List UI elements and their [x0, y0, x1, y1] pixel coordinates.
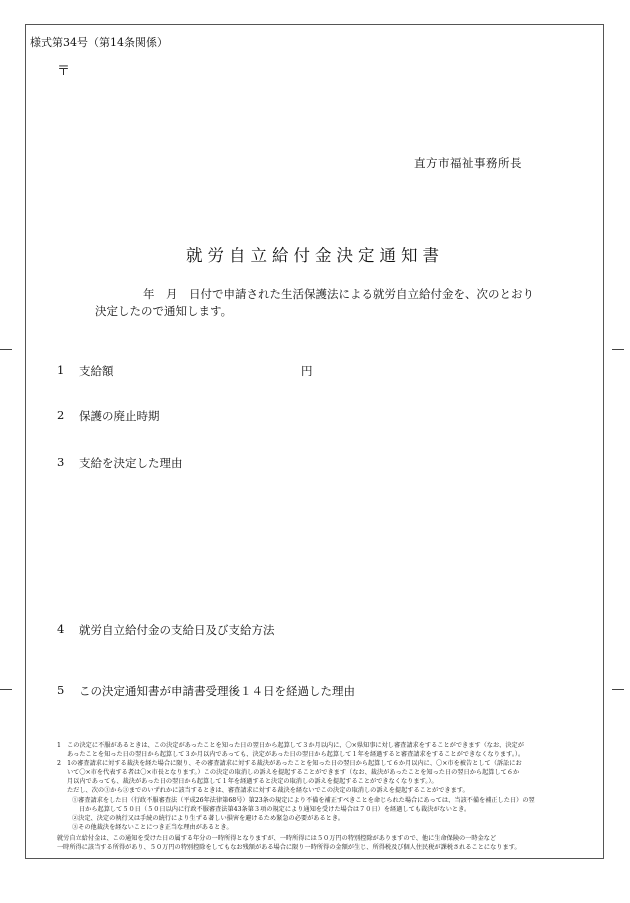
intro-line-2: 決定したので通知します。 — [95, 304, 233, 318]
note-line: ②決定、決定の執行又は手続の続行により生ずる著しい損害を避けるため緊急の必要があるとき。 — [72, 814, 344, 822]
note-line: あったことを知った日の翌日から起算して３か月以内であっても、決定があった日の翌日から起算して１年を経過すると審査請求をすることができなくなります。）。 — [67, 751, 525, 759]
item-number: 3 — [57, 455, 65, 469]
document-title: 就労自立給付金決定通知書 — [186, 246, 444, 265]
item-label: 支給を決定した理由 — [79, 456, 183, 470]
note-line: 日から起算して５０日（５０日以内に行政不服審査法第43条第３項の規定により通知を受けた場合は７０日）を経過しても裁決がないとき。 — [79, 805, 471, 813]
item-label: 支給額 — [79, 364, 114, 378]
left-fold-mark-lower — [0, 689, 12, 690]
form-number: 様式第34号（第14条関係） — [30, 36, 168, 49]
note-line: いて〇×市を代表する者は〇×市長となります。）この決定の取消しの訴えを提起することができます（なお、裁決があったことを知った日の翌日から起算して６か — [67, 769, 520, 777]
postal-mark: 〒 — [57, 64, 71, 79]
note-line: 一時所得に該当する所得があり、５０万円の特別控除をしてもなお残額がある場合に限り一時所得の金額が生じ、所得税及び個人住民税が課税されることになります。 — [57, 844, 521, 852]
note-line: ③その他裁決を経ないことにつき正当な理由があるとき。 — [72, 823, 233, 831]
footnotes — [57, 741, 582, 852]
intro-paragraph — [95, 286, 565, 320]
item-label: この決定通知書が申請書受理後１４日を経過した理由 — [79, 684, 355, 698]
document-page — [25, 24, 604, 859]
left-fold-mark-upper — [0, 349, 12, 350]
note-line: 月以内であっても、裁決があった日の翌日から起算して１年を経過すると決定の取消しの訴えを提起することができなくなります。）。 — [67, 778, 438, 786]
note-line: ①審査請求をした日（行政不服審査法（平成26年法律第68号）第23条の規定により不備を補正すべきことを命じられた場合にあっては、当該不備を補正した日）の翌 — [72, 796, 535, 804]
item-number: 2 — [57, 408, 65, 422]
item-label: 就労自立給付金の支給日及び支給方法 — [79, 623, 275, 637]
item-number: 5 — [57, 683, 65, 697]
note-line: 1 この決定に不服があるときは、この決定があったことを知った日の翌日から起算して３か月以内に、〇×県知事に対し審査請求をすることができます（なお、決定が — [57, 742, 524, 749]
item-label: 保護の廃止時期 — [79, 409, 160, 423]
note-line: ただし、次の①から③までのいずれかに該当するときは、審査請求に対する裁決を経ないでこの決定の取消しの訴えを提起することができます。 — [67, 787, 469, 795]
item-number: 1 — [57, 363, 65, 377]
issuer-name: 直方市福祉事務所長 — [414, 156, 522, 170]
right-fold-mark-upper — [612, 349, 624, 350]
item-number: 4 — [57, 622, 65, 636]
right-fold-mark-lower — [612, 689, 624, 690]
intro-line-1: 年 月 日付で申請された生活保護法による就労自立給付金を、次のとおり — [143, 287, 534, 301]
yen-unit: 円 — [301, 364, 313, 378]
note-line: 就労自立給付金は、この通知を受けた日の属する年分の一時所得となりますが、一時所得には５０万円の特別控除がありますので、他に生命保険の一時金など — [57, 834, 497, 842]
note-line: 2 1の審査請求に対する裁決を経た場合に限り、その審査請求に対する裁決があったことを知った日の翌日から起算して６か月以内に、〇×市を被告として（訴訟にお — [57, 760, 522, 768]
